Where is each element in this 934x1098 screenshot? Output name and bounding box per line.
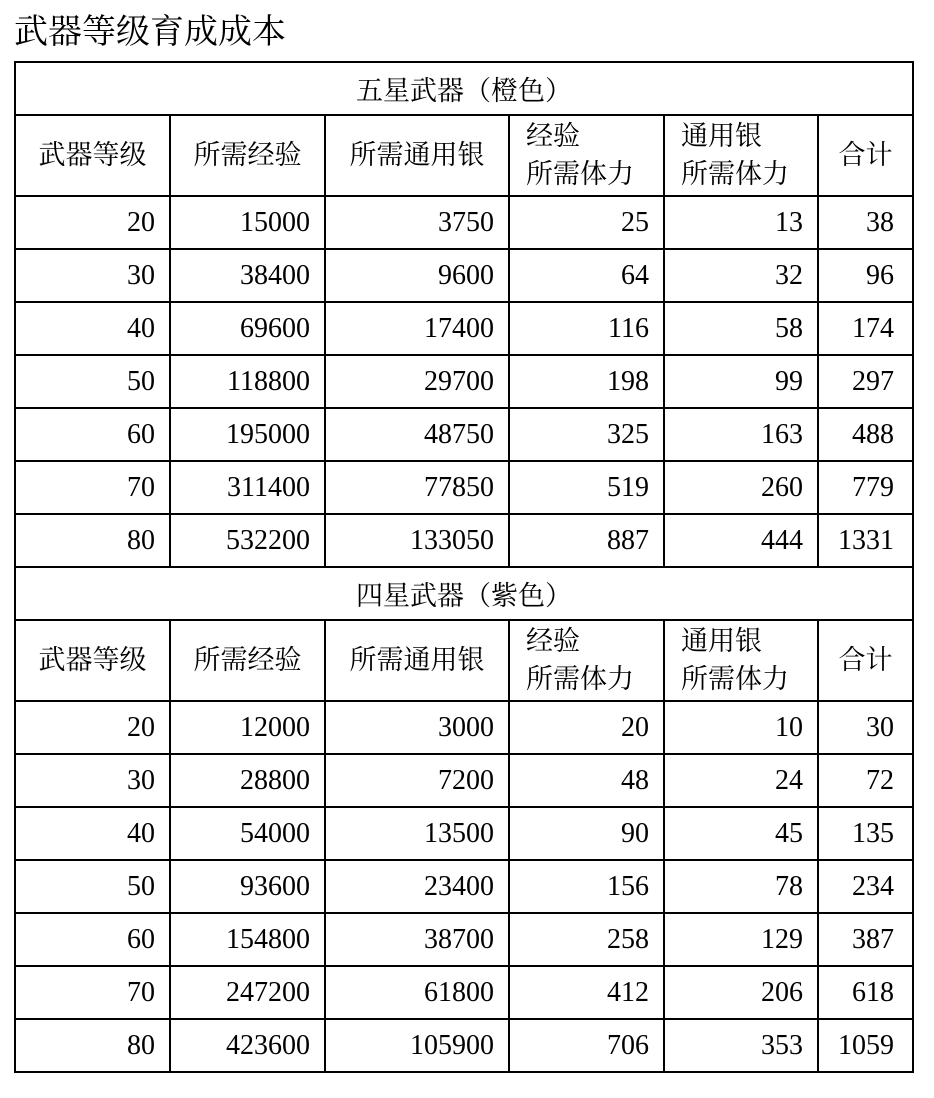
exp-cell: 118800	[170, 355, 325, 408]
silver-stamina-cell: 10	[664, 701, 818, 754]
silver-cell: 105900	[325, 1019, 509, 1072]
five-star-section-row	[15, 62, 913, 115]
exp-cell: 54000	[170, 807, 325, 860]
level-cell: 20	[15, 196, 170, 249]
table-body	[15, 62, 913, 1072]
exp-cell: 532200	[170, 514, 325, 567]
four-star-header-row	[15, 620, 913, 701]
header-silver-stamina	[664, 620, 818, 701]
level-cell: 80	[15, 1019, 170, 1072]
level-cell: 70	[15, 966, 170, 1019]
silver-cell: 29700	[325, 355, 509, 408]
level-cell: 80	[15, 514, 170, 567]
level-cell: 60	[15, 408, 170, 461]
header-exp-stamina-line-2: 所需体力	[526, 663, 634, 695]
header-exp-stamina-line-2: 所需体力	[526, 158, 634, 190]
header-exp: 所需经验	[170, 620, 325, 701]
silver-stamina-cell: 163	[664, 408, 818, 461]
silver-cell: 48750	[325, 408, 509, 461]
four-star-section-title: 四星武器（紫色）	[15, 567, 913, 620]
exp-stamina-cell: 116	[509, 302, 664, 355]
silver-cell: 3750	[325, 196, 509, 249]
table-row	[15, 913, 913, 966]
exp-stamina-cell: 412	[509, 966, 664, 1019]
silver-cell: 23400	[325, 860, 509, 913]
table-row	[15, 196, 913, 249]
exp-stamina-cell: 64	[509, 249, 664, 302]
silver-stamina-cell: 260	[664, 461, 818, 514]
header-exp-stamina	[509, 115, 664, 196]
table-row	[15, 754, 913, 807]
table-row	[15, 249, 913, 302]
header-silver: 所需通用银	[325, 115, 509, 196]
exp-stamina-cell: 156	[509, 860, 664, 913]
total-cell: 297	[818, 355, 913, 408]
total-cell: 779	[818, 461, 913, 514]
silver-stamina-cell: 444	[664, 514, 818, 567]
exp-stamina-cell: 90	[509, 807, 664, 860]
header-level: 武器等级	[15, 620, 170, 701]
silver-cell: 9600	[325, 249, 509, 302]
level-cell: 40	[15, 807, 170, 860]
table-row	[15, 461, 913, 514]
exp-cell: 154800	[170, 913, 325, 966]
silver-stamina-cell: 58	[664, 302, 818, 355]
total-cell: 174	[818, 302, 913, 355]
table-row	[15, 355, 913, 408]
exp-cell: 93600	[170, 860, 325, 913]
exp-stamina-cell: 887	[509, 514, 664, 567]
silver-cell: 77850	[325, 461, 509, 514]
total-cell: 387	[818, 913, 913, 966]
exp-stamina-cell: 25	[509, 196, 664, 249]
silver-stamina-cell: 13	[664, 196, 818, 249]
total-cell: 488	[818, 408, 913, 461]
header-exp: 所需经验	[170, 115, 325, 196]
header-total: 合计	[818, 115, 913, 196]
silver-stamina-cell: 353	[664, 1019, 818, 1072]
exp-stamina-cell: 48	[509, 754, 664, 807]
total-cell: 1331	[818, 514, 913, 567]
header-exp-stamina	[509, 620, 664, 701]
exp-cell: 38400	[170, 249, 325, 302]
total-cell: 135	[818, 807, 913, 860]
silver-cell: 17400	[325, 302, 509, 355]
table-row	[15, 302, 913, 355]
silver-cell: 13500	[325, 807, 509, 860]
silver-stamina-cell: 32	[664, 249, 818, 302]
five-star-header-row	[15, 115, 913, 196]
silver-stamina-cell: 129	[664, 913, 818, 966]
silver-stamina-cell: 206	[664, 966, 818, 1019]
exp-stamina-cell: 706	[509, 1019, 664, 1072]
exp-stamina-cell: 20	[509, 701, 664, 754]
exp-stamina-cell: 198	[509, 355, 664, 408]
table-row	[15, 701, 913, 754]
header-silver-stamina-line-2: 所需体力	[681, 663, 789, 695]
exp-stamina-cell: 519	[509, 461, 664, 514]
silver-cell: 133050	[325, 514, 509, 567]
exp-cell: 311400	[170, 461, 325, 514]
level-cell: 70	[15, 461, 170, 514]
level-cell: 50	[15, 860, 170, 913]
exp-cell: 12000	[170, 701, 325, 754]
table-row	[15, 807, 913, 860]
header-exp-stamina-line-1: 经验	[526, 120, 580, 152]
exp-cell: 28800	[170, 754, 325, 807]
level-cell: 40	[15, 302, 170, 355]
silver-stamina-cell: 78	[664, 860, 818, 913]
exp-stamina-cell: 325	[509, 408, 664, 461]
exp-cell: 247200	[170, 966, 325, 1019]
header-level: 武器等级	[15, 115, 170, 196]
header-silver-stamina	[664, 115, 818, 196]
five-star-section-title: 五星武器（橙色）	[15, 62, 913, 115]
total-cell: 38	[818, 196, 913, 249]
table-row	[15, 1019, 913, 1072]
silver-stamina-cell: 45	[664, 807, 818, 860]
level-cell: 20	[15, 701, 170, 754]
level-cell: 30	[15, 754, 170, 807]
exp-cell: 15000	[170, 196, 325, 249]
total-cell: 618	[818, 966, 913, 1019]
table-row	[15, 514, 913, 567]
header-silver-stamina-line-1: 通用银	[681, 120, 762, 152]
silver-cell: 61800	[325, 966, 509, 1019]
exp-cell: 423600	[170, 1019, 325, 1072]
total-cell: 72	[818, 754, 913, 807]
total-cell: 1059	[818, 1019, 913, 1072]
total-cell: 234	[818, 860, 913, 913]
silver-cell: 38700	[325, 913, 509, 966]
header-silver-stamina-line-1: 通用银	[681, 625, 762, 657]
exp-cell: 69600	[170, 302, 325, 355]
level-cell: 30	[15, 249, 170, 302]
table-row	[15, 408, 913, 461]
table-row	[15, 860, 913, 913]
header-total: 合计	[818, 620, 913, 701]
four-star-section-row	[15, 567, 913, 620]
silver-cell: 7200	[325, 754, 509, 807]
table-row	[15, 966, 913, 1019]
total-cell: 30	[818, 701, 913, 754]
level-cell: 50	[15, 355, 170, 408]
total-cell: 96	[818, 249, 913, 302]
header-silver-stamina-line-2: 所需体力	[681, 158, 789, 190]
exp-cell: 195000	[170, 408, 325, 461]
cost-table	[14, 61, 914, 1073]
level-cell: 60	[15, 913, 170, 966]
header-exp-stamina-line-1: 经验	[526, 625, 580, 657]
silver-cell: 3000	[325, 701, 509, 754]
header-silver: 所需通用银	[325, 620, 509, 701]
silver-stamina-cell: 24	[664, 754, 818, 807]
exp-stamina-cell: 258	[509, 913, 664, 966]
silver-stamina-cell: 99	[664, 355, 818, 408]
page-title: 武器等级育成成本	[14, 12, 286, 52]
